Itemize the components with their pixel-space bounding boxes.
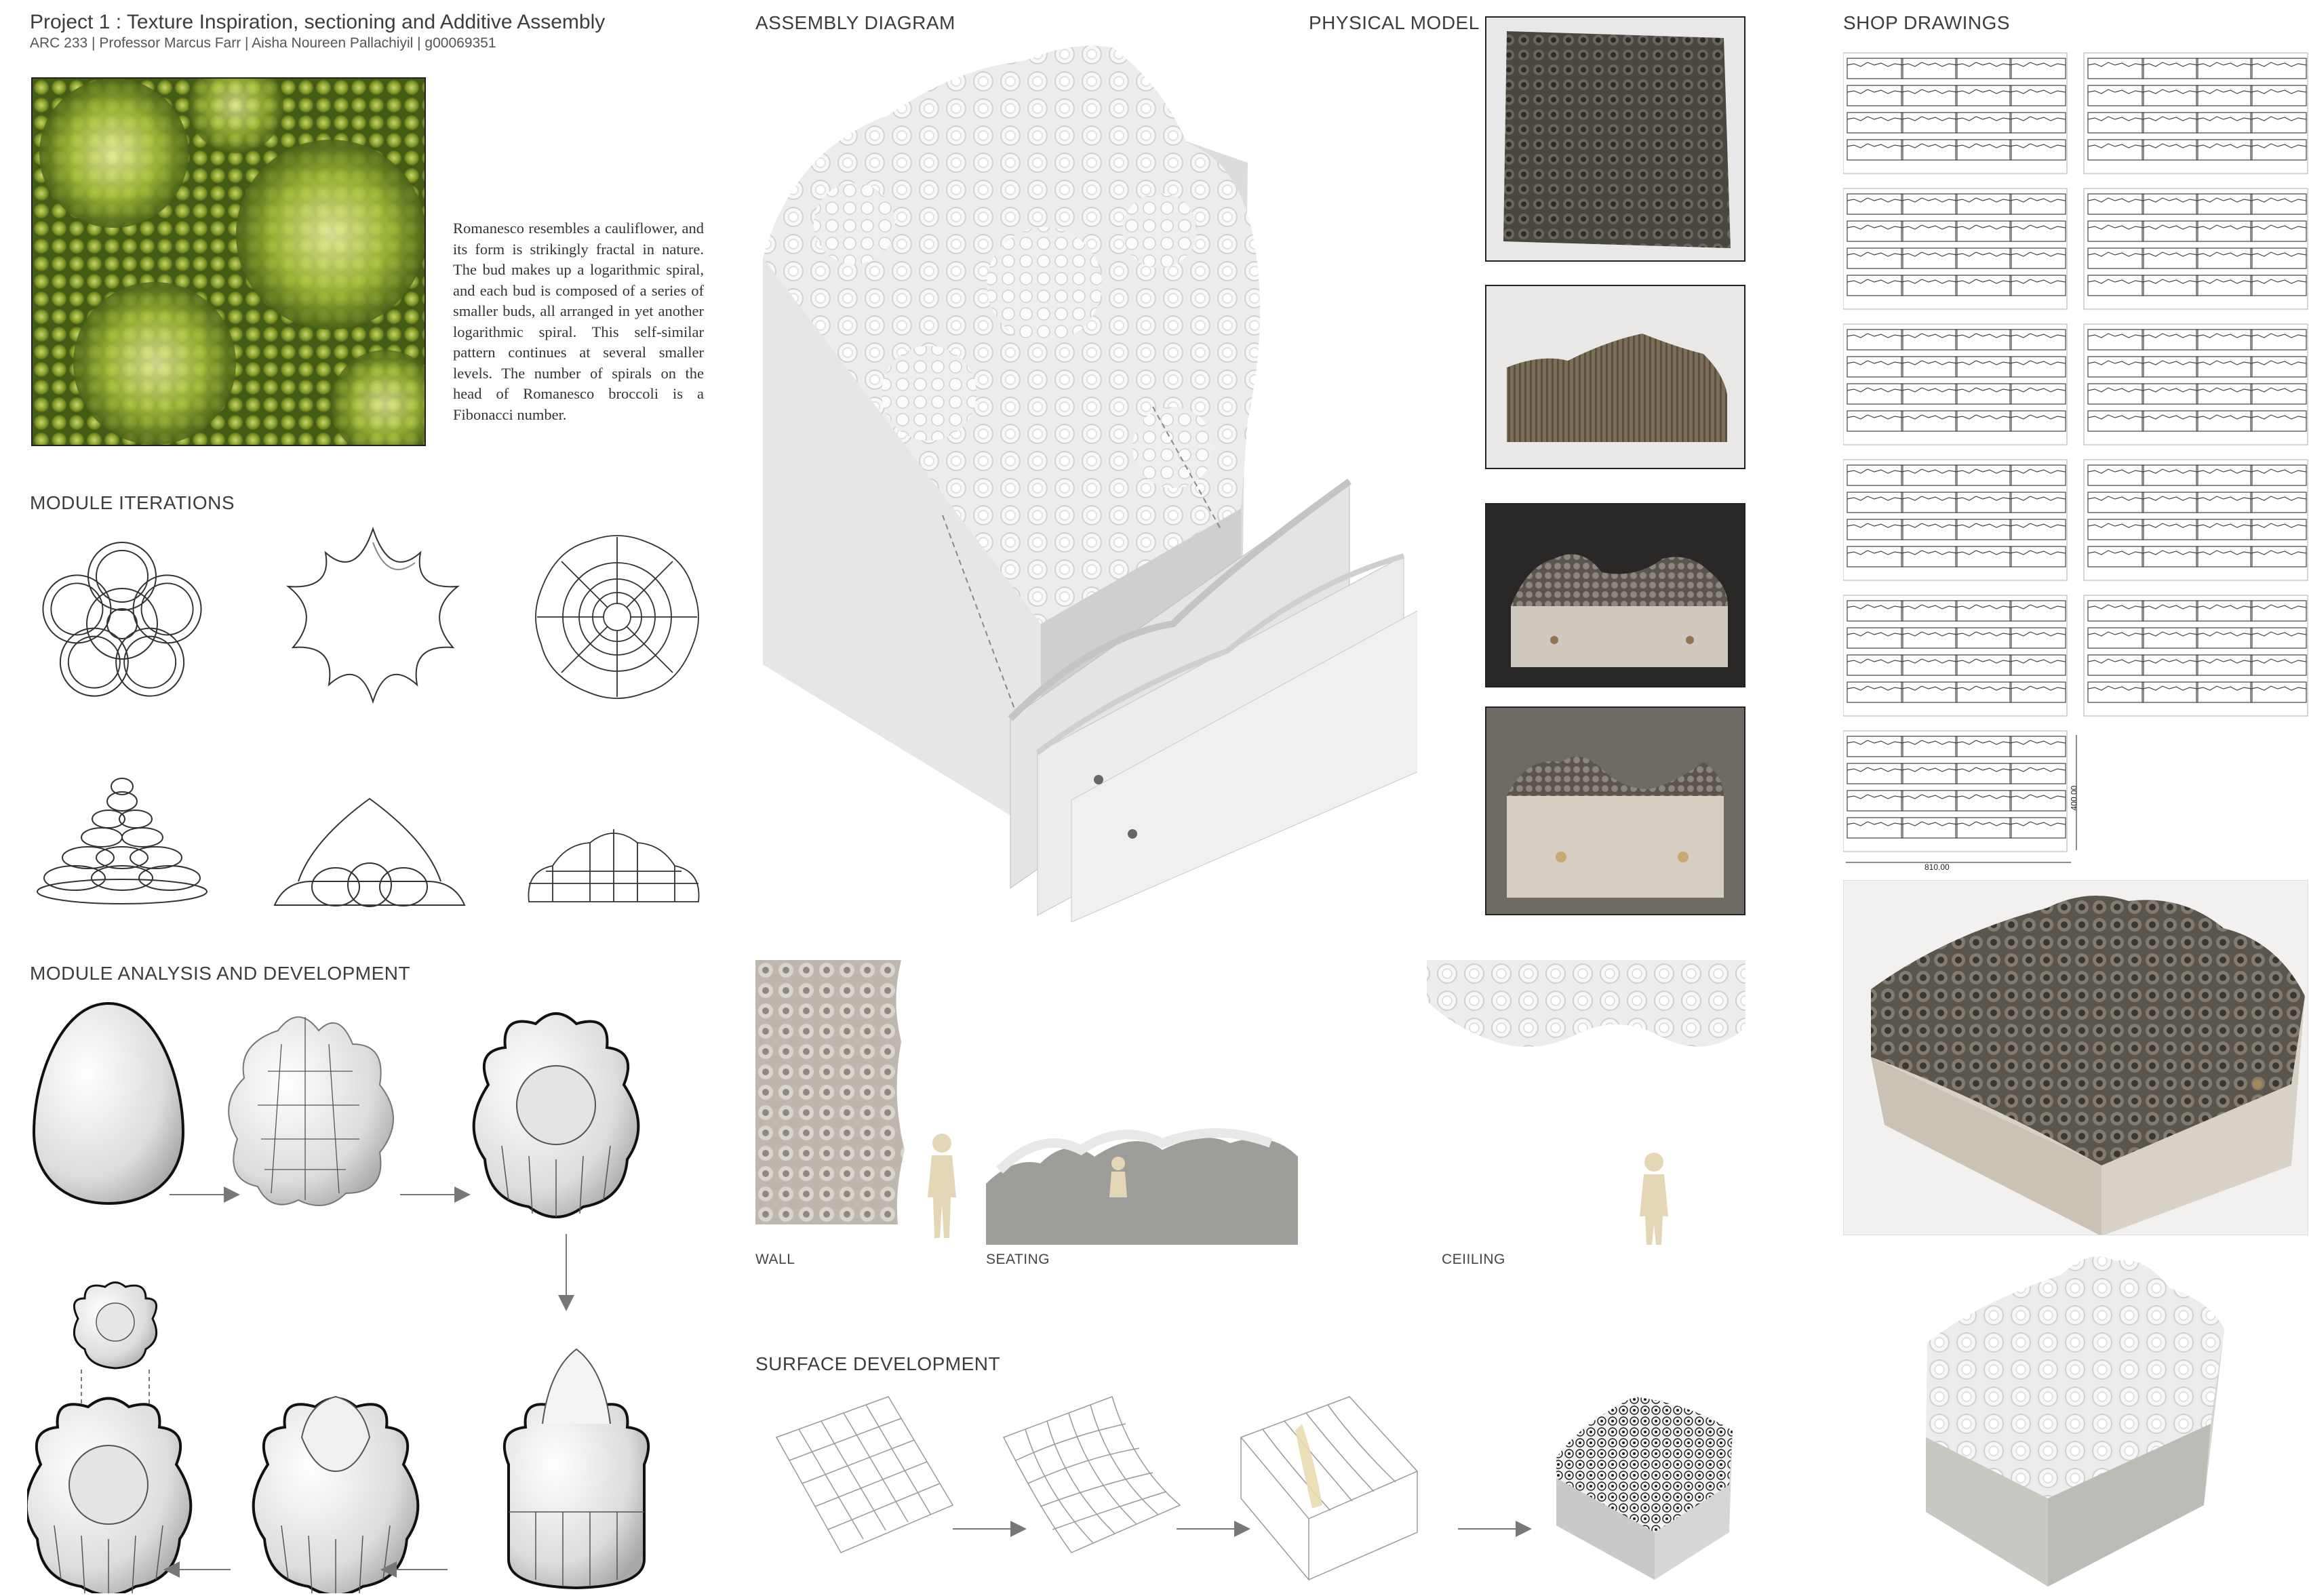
physical-model-heading: PHYSICAL MODEL — [1309, 12, 1480, 33]
shop-drawings-heading: SHOP DRAWINGS — [1843, 12, 2011, 33]
module-analysis-diagram — [27, 997, 705, 1593]
iteration-star-2 — [271, 515, 475, 719]
applications-renders — [755, 960, 1745, 1245]
assembly-diagram — [753, 41, 1417, 922]
romanesco-description: Romanesco resembles a cauliflower, and its form is strikingly fractal in nature. The bud makes up a logarithmic spiral, and each bud is composed of a series of smaller buds, all arranged in yet another logarithmic spiral. This self-similar pattern continues at several smaller levels. The number of spirals on the head of Romanesco broccoli is a Fibonacci number. — [453, 220, 704, 423]
physical-model-photo-elevation-2 — [1485, 706, 1745, 915]
final-render — [1926, 1248, 2224, 1593]
surface-development-diagram — [773, 1383, 1553, 1587]
shop-dim-width: 810.00 — [1925, 862, 1950, 872]
label-ceiling: CEIILING — [1442, 1252, 1505, 1267]
physical-model-photo-large — [1843, 880, 2308, 1235]
romanesco-photo — [31, 77, 426, 446]
project-subtitle: ARC 233 | Professor Marcus Farr | Aisha Noureen Pallachiyil | g00069351 — [30, 35, 496, 51]
label-seating: SEATING — [986, 1252, 1050, 1267]
iteration-crown-elevation-3 — [526, 824, 702, 909]
physical-model-photo-top — [1485, 16, 1745, 262]
surface-development-heading: SURFACE DEVELOPMENT — [755, 1353, 1001, 1374]
physical-model-photo-side — [1485, 285, 1745, 469]
iteration-stack-elevation-1 — [34, 773, 210, 909]
shop-dim-height: 400.00 — [2069, 785, 2079, 811]
physical-model-photo-elevation-1 — [1485, 503, 1745, 687]
surface-textured-block — [1553, 1383, 1736, 1587]
label-wall: WALL — [755, 1252, 795, 1267]
iteration-dome-elevation-2 — [271, 793, 468, 915]
project-title: Project 1 : Texture Inspiration, sectioning and Additive Assembly — [30, 11, 606, 33]
iteration-rosette-1 — [34, 536, 210, 712]
iteration-radial-3 — [529, 529, 705, 705]
module-iterations-heading: MODULE ITERATIONS — [30, 492, 235, 513]
shop-drawings-sheets — [1843, 50, 2309, 877]
module-analysis-heading: MODULE ANALYSIS AND DEVELOPMENT — [30, 963, 411, 984]
assembly-diagram-heading: ASSEMBLY DIAGRAM — [755, 12, 955, 33]
